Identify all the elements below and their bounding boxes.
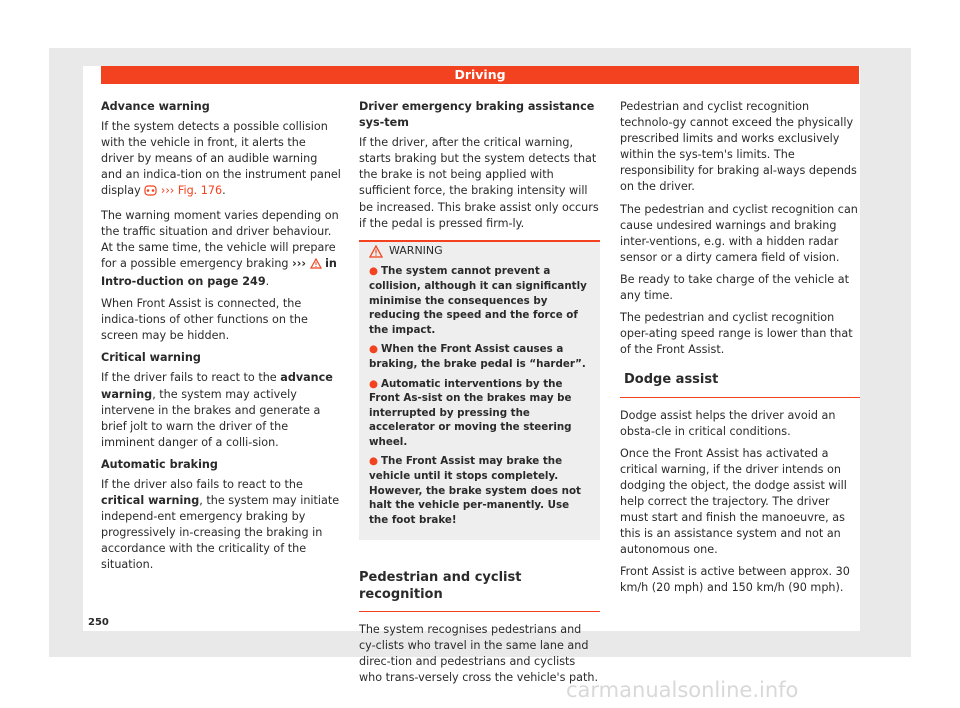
warning-header — [369, 244, 590, 259]
warning-triangle-icon — [310, 258, 322, 274]
advance-warning-paragraph-3: When Front Assist is connected, the indica-tions of other functions on the screen may be hidden. — [101, 297, 308, 343]
critical-warning-heading: Critical warning — [101, 351, 201, 365]
automatic-braking-paragraph: If the driver also fails to react to the critical warning, the system may initiate independ-ent emergency braking by progressively in-creasing the braking in accordance with the criticality of the situation. — [101, 477, 340, 572]
advance-warning-heading: Advance warning — [101, 100, 210, 113]
dodge-assist-title: Dodge assist — [620, 372, 860, 397]
intro-page-link[interactable]: in Intro-duction on page 249 — [101, 256, 337, 288]
pedestrian-tech-paragraph: Pedestrian and cyclist recognition technolo-gy cannot exceed the physically prescribed limits and works exclusively within the sys-tem's limits. The responsibility for braking al-ways depends on the driver. — [620, 100, 857, 194]
dodge-intro-paragraph: Dodge assist helps the driver avoid an obsta-cle in critical conditions. — [620, 408, 836, 438]
column-right — [620, 99, 860, 603]
critical-warning-paragraph: If the driver fails to react to the advance warning, the system may actively intervene in the brakes and generate a brief jolt to warn the driver of the imminent danger of a colli-sion. — [101, 371, 333, 449]
warning-label: WARNING — [389, 243, 443, 257]
pedestrian-section-title: Pedestrian and cyclist recognition — [359, 570, 600, 611]
ready-paragraph: Be ready to take charge of the vehicle at any time. — [620, 272, 849, 303]
watermark: carmanualsonline.info — [566, 678, 799, 702]
warning-box — [359, 240, 600, 541]
advance-warning-paragraph-2: The warning moment varies depending on the traffic situation and driver behaviour. At the same time, the vehicle will prepare for a possible emergency braking ››› in Intro-duction on page 249. — [101, 208, 339, 288]
collision-warning-icon — [144, 185, 157, 201]
column-middle — [359, 99, 600, 692]
automatic-braking-heading: Automatic braking — [101, 457, 218, 471]
fig-176-link[interactable]: ››› Fig. 176 — [160, 184, 223, 198]
warning-item: ● Automatic interventions by the Front As-sist on the brakes may be interrupted by pressing the accelerator or moving the steering wheel. — [369, 377, 572, 448]
column-left — [101, 99, 341, 580]
warning-item: ● When the Front Assist causes a braking, the brake pedal is “harder”. — [369, 343, 586, 370]
page-number: 250 — [88, 617, 109, 628]
braking-assist-paragraph: If the driver, after the critical warning, starts braking but the system detects that the brake is not being applied with sufficient force, the braking intensity will be increased. This brake assist only occurs if the pedal is pressed firm-ly. — [359, 136, 599, 230]
speed-range-paragraph: The pedestrian and cyclist recognition oper-ating speed range is lower than that of the Front Assist. — [620, 311, 853, 357]
dodge-detail-paragraph: Once the Front Assist has activated a critical warning, if the driver intends on dodging the object, the dodge assist will help correct the trajectory. The driver must start and finish the manoeuvre, as this is an assistance system and not an autonomous one. — [620, 446, 847, 557]
braking-assist-heading: Driver emergency braking assistance sys-tem — [359, 100, 595, 130]
warning-item: ● The Front Assist may brake the vehicle until it stops completely. However, the brake system does not halt the vehicle per-manently. Use the foot brake! — [369, 455, 581, 526]
pedestrian-undesired-paragraph: The pedestrian and cyclist recognition can cause undesired warnings and braking inter-ventions, e.g. with a hidden radar sensor or a dirty camera field of vision. — [620, 202, 858, 264]
advance-warning-paragraph-1: If the system detects a possible collision with the vehicle in front, it alerts the driver by means of an audible warning and an indica-tion on the instrument panel display ››› Fig. 176. — [101, 119, 341, 201]
warning-triangle-icon — [369, 245, 383, 258]
chapter-header: Driving — [101, 66, 859, 84]
warning-item: ● The system cannot prevent a collision, although it can significantly minimise the consequences by reducing the speed and the force of the impact. — [369, 265, 587, 336]
pedestrian-paragraph: The system recognises pedestrians and cy-clists who travel in the same lane and direc-tion and pedestrians and cyclists who trans-versely cross the vehicle's path. — [359, 622, 599, 684]
dodge-speed-paragraph: Front Assist is active between approx. 30 km/h (20 mph) and 150 km/h (90 mph). — [620, 565, 850, 595]
